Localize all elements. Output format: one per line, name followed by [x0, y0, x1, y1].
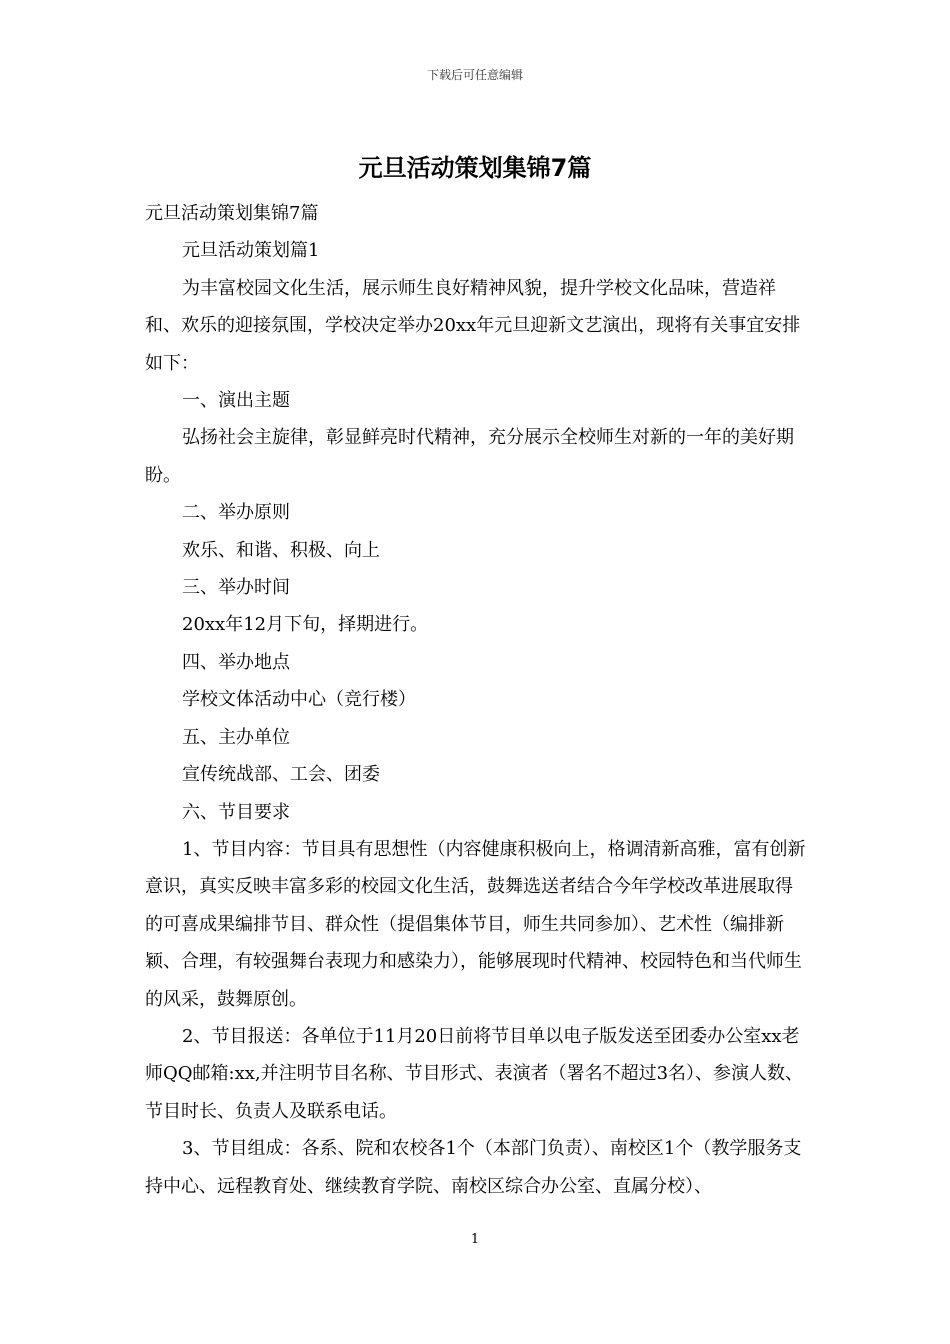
document-body [145, 195, 810, 1205]
paragraph: 弘扬社会主旋律，彰显鲜亮时代精神，充分展示全校师生对新的一年的美好期盼。 [145, 427, 794, 486]
paragraph: 20xx年12月下旬，择期进行。 [182, 614, 429, 636]
page-number: 1 [470, 1232, 480, 1247]
section-heading: 二、举办原则 [182, 502, 290, 524]
paragraph: 为丰富校园文化生活，展示师生良好精神风貌，提升学校文化品味，营造祥和、欢乐的迎接氛围，学校决定举办20xx年元旦迎新文艺演出，现将有关事宜安排如下： [145, 277, 801, 374]
section-heading: 元旦活动策划篇1 [182, 240, 320, 262]
section-heading: 五、主办单位 [182, 726, 290, 748]
document-title: 元旦活动策划集锦7篇 [358, 154, 592, 182]
section-heading: 四、举办地点 [182, 651, 290, 673]
paragraph: 3、节目组成：各系、院和农校各1个（本部门负责）、南校区1个（教学服务支持中心、远程教育处、继续教育学院、南校区综合办公室、直属分校）、 [145, 1138, 802, 1197]
section-heading: 一、演出主题 [182, 390, 290, 412]
page-header: 下载后可任意编辑 [426, 68, 523, 82]
paragraph: 学校文体活动中心（竞行楼） [182, 689, 416, 711]
paragraph: 元旦活动策划集锦7篇 [145, 203, 319, 224]
paragraph: 1、节目内容：节目具有思想性（内容健康积极向上，格调清新高雅，富有创新意识，真实反映丰富多彩的校园文化生活，鼓舞选送者结合今年学校改革进展取得的可喜成果编排节目、群众性（提倡集体节目，师生共同参加）、艺术性（编排新颖、合理，有较强舞台表现力和感染力），能够展现时代精神、校园特色和当代师生的风采，鼓舞原创。 [145, 838, 806, 1010]
section-heading: 六、节目要求 [182, 801, 290, 823]
paragraph: 2、节目报送：各单位于11月20日前将节目单以电子版发送至团委办公室xx老师QQ邮箱:xx,并注明节目名称、节目形式、表演者（署名不超过3名）、参演人数、节目时长、负责人及联系电话。 [145, 1025, 804, 1122]
paragraph: 欢乐、和谐、积极、向上 [182, 539, 380, 561]
section-heading: 三、举办时间 [182, 577, 290, 599]
paragraph: 宣传统战部、工会、团委 [182, 764, 380, 786]
